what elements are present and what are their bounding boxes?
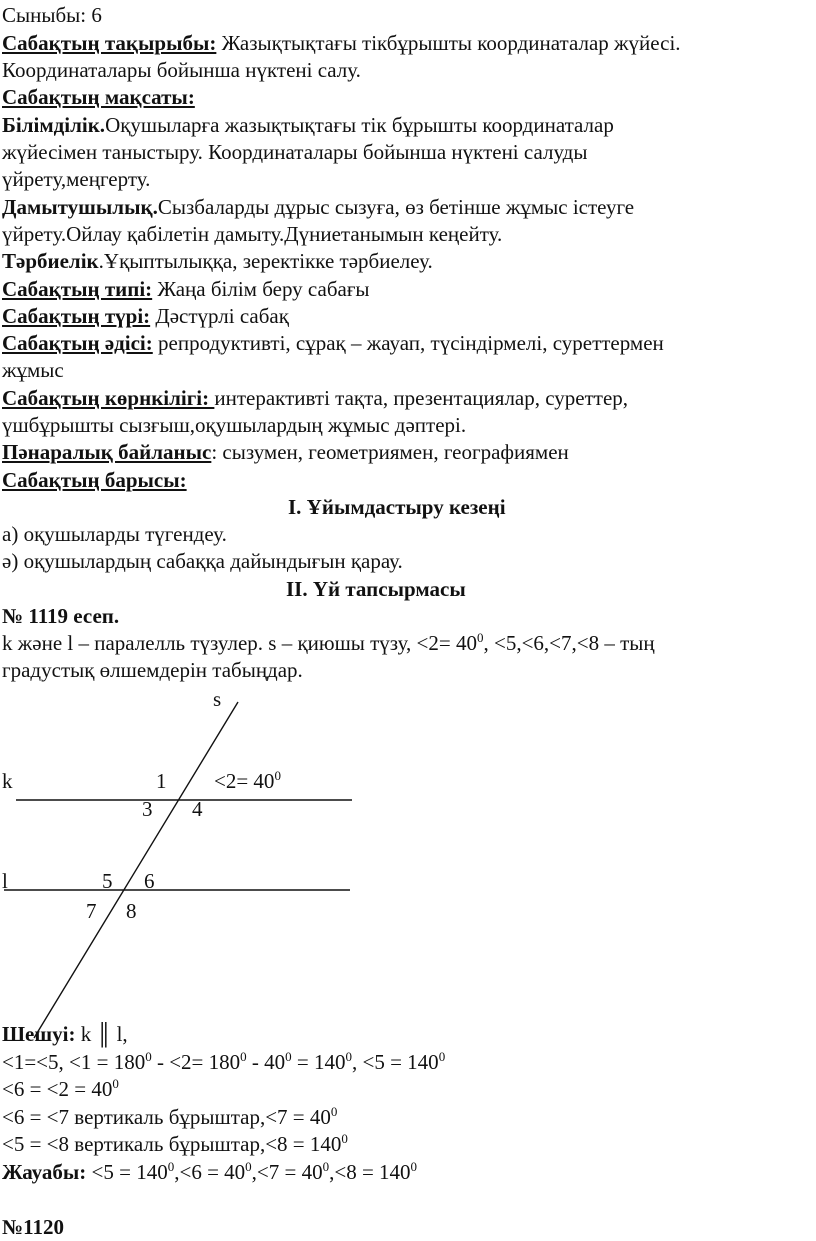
- problem-text-line-2: градустық өлшемдерін табыңдар.: [2, 658, 303, 682]
- deg: 0: [410, 1159, 418, 1174]
- angle-2-text: <2= 40: [214, 769, 275, 793]
- topic-text: Жазықтықтағы тікбұрышты координаталар жүйесі.: [216, 31, 681, 55]
- deg: 0: [345, 1049, 352, 1064]
- upbringing-goal-label: Тәрбиелік: [2, 249, 99, 273]
- solution-step-2: [2, 1076, 119, 1102]
- dev-goal-line-2: үйрету.Ойлау қабілетін дамыту.Дүниетанымын кеңейту.: [2, 222, 503, 246]
- goals-label: Сабақтың мақсаты:: [2, 85, 195, 109]
- lesson-type-text: Жаңа білім беру сабағы: [152, 277, 370, 301]
- step1-d: = 140: [291, 1050, 346, 1074]
- solution-step-4: [2, 1131, 348, 1157]
- lesson-type-line: [2, 276, 370, 302]
- deg: 0: [145, 1049, 152, 1064]
- interdisciplinary-text: : сызумен, геометриямен, географиямен: [211, 440, 569, 464]
- interdisciplinary-label: Пәнаралық байланыс: [2, 440, 212, 464]
- deg: 0: [245, 1159, 252, 1174]
- lesson-progress-label: Сабақтың барысы:: [2, 468, 187, 492]
- deg: 0: [341, 1131, 348, 1146]
- edu-goal-line-2: жүйесімен таныстыру. Координаталары бойынша нүктені салуды: [2, 140, 588, 164]
- deg: 0: [240, 1049, 247, 1064]
- topic-line-2: Координаталары бойынша нүктені салу.: [2, 58, 361, 82]
- deg: 0: [167, 1159, 175, 1174]
- lesson-method-line-2: жұмыс: [2, 358, 64, 382]
- grade-line: Сыныбы: 6: [2, 3, 102, 27]
- step1-a: <1=<5, <1 = 180: [2, 1050, 146, 1074]
- deg: 0: [285, 1049, 292, 1064]
- org-item-b: ә) оқушылардың сабаққа дайындығын қарау.: [2, 549, 403, 573]
- lesson-kind-text: Дәстүрлі сабақ: [150, 304, 289, 328]
- angle-2-degree: 0: [274, 768, 281, 783]
- label-l: l: [2, 869, 8, 893]
- topic-label: Сабақтың тақырыбы:: [2, 31, 217, 55]
- topic-line: [2, 30, 681, 56]
- problem-number: № 1119 есеп.: [2, 604, 120, 628]
- deg: 0: [330, 1104, 338, 1119]
- angle-5: 5: [102, 869, 113, 893]
- lesson-kind-label: Сабақтың түрі:: [2, 304, 151, 328]
- dev-goal-line: [2, 194, 634, 220]
- answer-b: ,<6 = 40: [174, 1160, 246, 1184]
- edu-goal-line-3: үйрету,меңгерту.: [2, 167, 151, 191]
- lesson-method-label: Сабақтың әдісі:: [2, 331, 153, 355]
- step4-a: <5 = <8 вертикаль бұрыштар,<8 = 140: [2, 1132, 342, 1156]
- lesson-kind-line: [2, 303, 289, 329]
- parallel-lines-figure: [0, 680, 380, 1050]
- lesson-method-text: репродуктивті, сұрақ – жауап, түсіндірмелі, суреттермен: [152, 331, 664, 355]
- answer-a: <5 = 140: [86, 1160, 168, 1184]
- problem-text-b: , <5,<6,<7,<8 – тың: [483, 631, 655, 655]
- angle-4: 4: [192, 797, 203, 821]
- answer-line: [2, 1159, 417, 1185]
- angle-3: 3: [142, 797, 153, 821]
- angle-1: 1: [156, 769, 167, 793]
- solution-given: k ║ l,: [75, 1022, 128, 1046]
- problem-text-a: k және l – паралелль түзулер. s – қиюшы түзу, <2= 40: [2, 631, 477, 655]
- step1-c: - 40: [246, 1050, 286, 1074]
- deg: 0: [438, 1049, 446, 1064]
- solution-label: Шешуі:: [2, 1022, 76, 1046]
- homework-section-title: II. Үй тапсырмасы: [286, 577, 466, 601]
- lesson-method-line: [2, 330, 664, 356]
- answer-label: Жауабы:: [2, 1160, 87, 1184]
- dev-goal-label: Дамытушылық.: [2, 195, 158, 219]
- label-s: s: [213, 687, 222, 711]
- angle-2-value: [214, 768, 281, 793]
- answer-d: ,<8 = 140: [329, 1160, 411, 1184]
- lesson-visual-line-2: үшбұрышты сызғыш,оқушылардың жұмыс дәптері.: [2, 413, 467, 437]
- angle-8: 8: [126, 899, 137, 923]
- step2-a: <6 = <2 = 40: [2, 1077, 113, 1101]
- edu-goal-label: Білімділік.: [2, 113, 106, 137]
- lesson-visual-text: интерактивті тақта, презентациялар, суреттер,: [214, 386, 629, 410]
- interdisciplinary-line: [2, 439, 569, 465]
- step1-b: - <2= 180: [151, 1050, 241, 1074]
- step1-e: , <5 = 140: [352, 1050, 439, 1074]
- dev-goal-text: Сызбаларды дұрыс сызуға, өз бетінше жұмыс істеуге: [157, 195, 635, 219]
- angle-7: 7: [86, 899, 97, 923]
- step3-a: <6 = <7 вертикаль бұрыштар,<7 = 40: [2, 1105, 331, 1129]
- org-section-title: I. Ұйымдастыру кезеңі: [288, 495, 506, 519]
- upbringing-goal-text: .Ұқыптылыққа, зеректікке тәрбиелеу.: [98, 249, 433, 273]
- solution-line: [2, 1021, 128, 1047]
- lesson-type-label: Сабақтың типі:: [2, 277, 153, 301]
- deg: 0: [322, 1159, 330, 1174]
- edu-goal-text: Оқушыларға жазықтықтағы тік бұрышты координаталар: [105, 113, 614, 137]
- edu-goal-line: [2, 112, 614, 138]
- solution-step-1: [2, 1049, 445, 1075]
- lesson-visual-line: [2, 385, 628, 411]
- deg: 0: [112, 1076, 119, 1091]
- upbringing-goal-line: [2, 248, 433, 274]
- lesson-visual-label: Сабақтың көрнкілігі:: [2, 386, 215, 410]
- label-k: k: [2, 769, 13, 793]
- answer-c: ,<7 = 40: [251, 1160, 323, 1184]
- next-problem-number: №1120: [2, 1215, 64, 1239]
- solution-step-3: [2, 1104, 337, 1130]
- problem-degree: 0: [476, 630, 484, 645]
- org-item-a: а) оқушыларды түгендеу.: [2, 522, 227, 546]
- problem-text-line: [2, 630, 655, 656]
- line-s: [34, 702, 238, 1038]
- angle-6: 6: [144, 869, 155, 893]
